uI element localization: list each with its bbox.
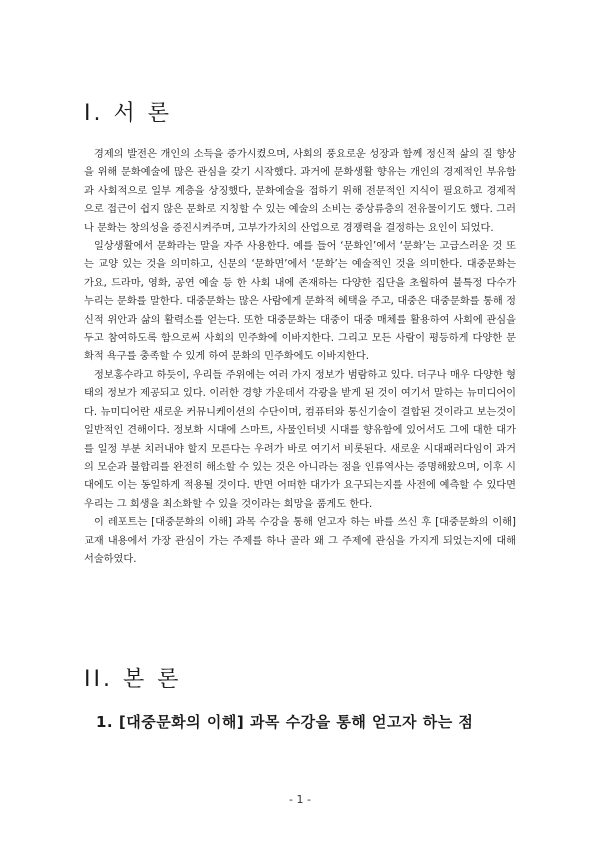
page-number: - 1 - <box>289 793 311 806</box>
paragraph-1: 경제의 발전은 개인의 소득을 증가시켰으며, 사회의 풍요로운 성장과 함께 정신적 삶의 질 향상을 위해 문화예술에 많은 관심을 갖기 시작했다. 과거에 문화생활 향유는 개인의 경제적인 부유함과 사회적으로 일부 계층을 상징했다, 문화예술을 접하기 위해 전문적인 지식이 필요하고 경제적으로 접근이 쉽지 않은 문화로 지칭할 수 있는 예술의 소비는 중상류층의 전유물이기도 했다. 그러나 문화는 창의성을 증진시켜주며, 고부가가치의 산업으로 경쟁력을 결정하는 요인이 되었다. <box>84 149 516 234</box>
paragraph-4: 이 레포트는 [대중문화의 이해] 과목 수강을 통해 얻고자 하는 바를 쓰신 후 [대중문화의 이해] 교재 내용에서 가장 관심이 가는 주제를 하나 골라 왜 그 주제에 관심을 가지게 되었는지에 대해 서술하였다. <box>84 517 516 565</box>
section-title-main-body: II. 본 론 <box>84 667 182 692</box>
introduction-body <box>84 146 516 569</box>
subsection-heading: 1. [대중문화의 이해] 과목 수강을 통해 얻고자 하는 점 <box>96 713 474 731</box>
paragraph-2: 일상생활에서 문화라는 말을 자주 사용한다. 예를 들어 ‘문화인’에서 ‘문화’는 고급스러운 것 또는 교양 있는 것을 의미하고, 신문의 ‘문화면’에서 ‘문화’는 예술적인 것을 의미한다. 대중문화는 가요, 드라마, 영화, 공연 예술 등 한 사회 내에 존재하는 다양한 집단을 초월하여 불특정 다수가 누리는 문화를 말한다. 대중문화는 많은 사람에게 문화적 혜택을 주고, 대중은 대중문화를 통해 정신적 위안과 삶의 활력소를 얻는다. 또한 대중문화는 대중이 대중 매체를 활용하여 사회에 관심을 두고 참여하도록 함으로써 사회의 민주화에 이바지한다. 그리고 모든 사람이 평등하게 다양한 문화적 욕구를 충족할 수 있게 하여 문화의 민주화에도 이바지한다. <box>84 241 516 363</box>
paragraph-3: 정보홍수라고 하듯이, 우리들 주위에는 여러 가지 정보가 범람하고 있다. 더구나 매우 다양한 형태의 정보가 제공되고 있다. 이러한 경향 가운데서 각광을 받게 된 것이 여기서 말하는 뉴미디어이다. 뉴미디어란 새로운 커뮤니케이션의 수단이며, 컴퓨터와 통신기술이 결합된 것이라고 보는것이 일반적인 견해이다. 정보화 시대에 스마트, 사물인터넷 시대를 향유함에 있어서도 그에 대한 대가를 일정 부분 치러내야 할지 모른다는 우려가 바로 여기서 비롯된다. 새로운 시대패러다임이 과거의 모순과 불합리를 완전히 해소할 수 있는 것은 아니라는 점을 인류역사는 증명해왔으며, 이후 시대에도 이는 동일하게 적용될 것이다. 반면 어떠한 대가가 요구되는지를 사전에 예측할 수 있다면 우리는 그 희생을 최소화할 수 있을 것이라는 희망을 품게도 한다. <box>84 369 516 510</box>
section-title-introduction: I. 서 론 <box>84 101 172 126</box>
